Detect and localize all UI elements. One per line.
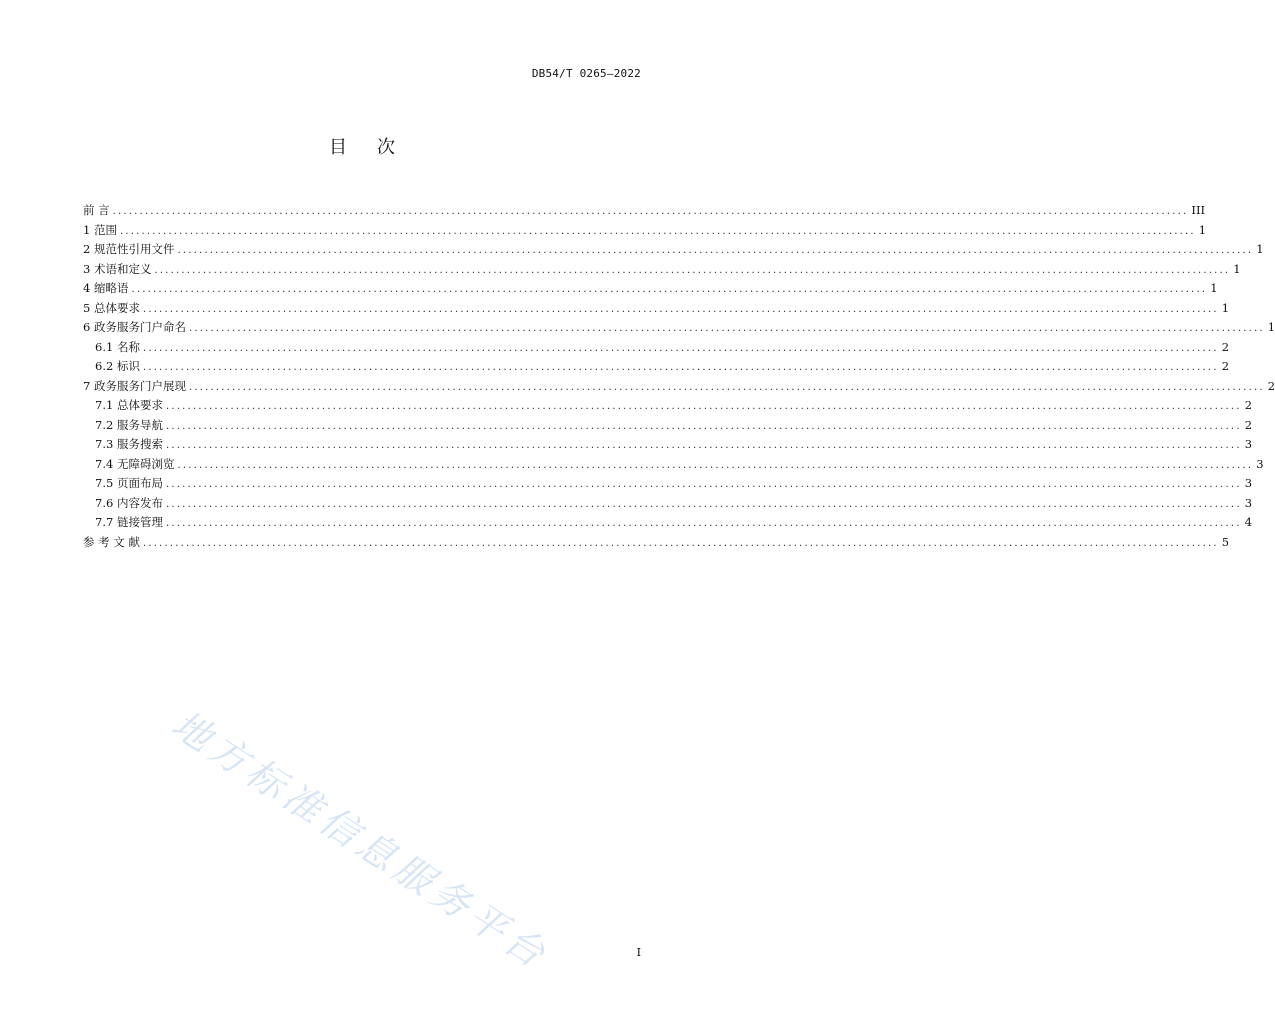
toc-entry-page: 2 [1221, 339, 1230, 354]
toc-leader-dots: ........................................................................................................................................................................................................ [142, 303, 1219, 315]
toc-entry[interactable] [83, 533, 1230, 553]
toc-entry[interactable] [83, 221, 1207, 241]
toc-entry-label: 参 考 文 献 [83, 534, 140, 549]
toc-entry-page: 1 [1221, 300, 1230, 315]
toc-leader-dots: ........................................................................................................................................................................................................ [165, 420, 1242, 432]
toc-entry[interactable] [83, 240, 1264, 260]
toc-entry-label: 7.7 链接管理 [95, 515, 163, 529]
toc-entry[interactable] [83, 513, 1253, 533]
toc-entry[interactable] [83, 494, 1253, 514]
toc-entry-label: 6 政务服务门户命名 [83, 320, 186, 334]
toc-leader-dots: ........................................................................................................................................................................................................ [142, 342, 1219, 354]
document-code: DB54/T 0265—2022 [531, 67, 641, 80]
toc-entry-page: 5 [1221, 534, 1230, 549]
toc-entry-label: 7.1 总体要求 [95, 398, 163, 412]
toc-entry[interactable] [83, 377, 1275, 397]
toc-entry[interactable] [83, 299, 1230, 319]
toc-entry-label: 7.2 服务导航 [95, 417, 163, 432]
toc-entry-label: 7.4 无障碍浏览 [95, 456, 175, 471]
toc-entry-label: 2 规范性引用文件 [83, 242, 175, 256]
toc-entry[interactable] [83, 455, 1264, 475]
toc-entry[interactable] [83, 396, 1253, 416]
toc-entry-label: 3 术语和定义 [83, 261, 152, 276]
toc-leader-dots: ........................................................................................................................................................................................................ [142, 537, 1219, 549]
toc-leader-dots: ........................................................................................................................................................................................................ [188, 323, 1265, 334]
toc-leader-dots: ........................................................................................................................................................................................................ [165, 440, 1242, 451]
toc-entry[interactable] [83, 318, 1275, 338]
toc-entry-label: 前 言 [83, 203, 110, 217]
toc-leader-dots: ........................................................................................................................................................................................................ [165, 401, 1242, 412]
page-number: I [636, 946, 641, 959]
toc-leader-dots: ........................................................................................................................................................................................................ [165, 518, 1242, 529]
toc-leader-dots: ........................................................................................................................................................................................................ [177, 245, 1254, 256]
toc-entry-page: 3 [1244, 495, 1253, 510]
toc-leader-dots: ........................................................................................................................................................................................................ [165, 498, 1242, 510]
toc-leader-dots: ........................................................................................................................................................................................................ [112, 206, 1189, 217]
toc-entry-page: 1 [1267, 320, 1275, 334]
toc-leader-dots: ........................................................................................................................................................................................................ [165, 479, 1242, 490]
toc-entry[interactable] [83, 338, 1230, 358]
toc-leader-dots: ........................................................................................................................................................................................................ [119, 225, 1196, 237]
toc-entry-label: 6.2 标识 [95, 359, 140, 373]
toc-entry[interactable] [83, 416, 1253, 436]
toc-leader-dots: ........................................................................................................................................................................................................ [177, 459, 1254, 471]
toc-entry-label: 6.1 名称 [95, 339, 140, 354]
toc-entry-page: 3 [1244, 437, 1253, 451]
toc-entry-page: III [1191, 203, 1206, 217]
toc-entry-page: 1 [1256, 242, 1264, 256]
page-title: 目次 [329, 137, 425, 158]
toc-entry-page: 1 [1198, 222, 1207, 237]
toc-entry[interactable] [83, 260, 1241, 280]
toc-leader-dots: ........................................................................................................................................................................................................ [154, 264, 1231, 276]
toc-entry-page: 1 [1233, 261, 1241, 276]
toc-entry-page: 2 [1244, 417, 1253, 432]
toc-entry-label: 7.3 服务搜索 [95, 437, 163, 451]
toc-leader-dots: ........................................................................................................................................................................................................ [131, 284, 1208, 295]
toc-entry-page: 2 [1244, 398, 1253, 412]
toc-entry-page: 3 [1244, 476, 1253, 490]
toc-leader-dots: ........................................................................................................................................................................................................ [142, 362, 1219, 373]
toc-entry-label: 1 范围 [83, 222, 117, 237]
toc-entry-label: 7.5 页面布局 [95, 476, 163, 490]
toc-entry[interactable] [83, 279, 1218, 299]
toc-entry-page: 4 [1244, 515, 1253, 529]
toc-leader-dots: ........................................................................................................................................................................................................ [188, 381, 1265, 393]
toc-entry-label: 4 缩略语 [83, 281, 129, 295]
toc-entry-page: 2 [1267, 378, 1275, 393]
toc-entry-page: 2 [1221, 359, 1230, 373]
toc-entry-label: 7 政务服务门户展现 [83, 378, 186, 393]
toc-entry[interactable] [83, 435, 1253, 455]
toc-entry-label: 5 总体要求 [83, 300, 140, 315]
table-of-contents [83, 201, 1275, 552]
watermark: 地方标准信息服务平台 [164, 701, 558, 979]
toc-entry[interactable] [83, 474, 1253, 494]
toc-entry[interactable] [83, 201, 1206, 221]
toc-entry-label: 7.6 内容发布 [95, 495, 163, 510]
toc-entry[interactable] [83, 357, 1230, 377]
toc-entry-page: 3 [1256, 456, 1264, 471]
toc-entry-page: 1 [1210, 281, 1218, 295]
